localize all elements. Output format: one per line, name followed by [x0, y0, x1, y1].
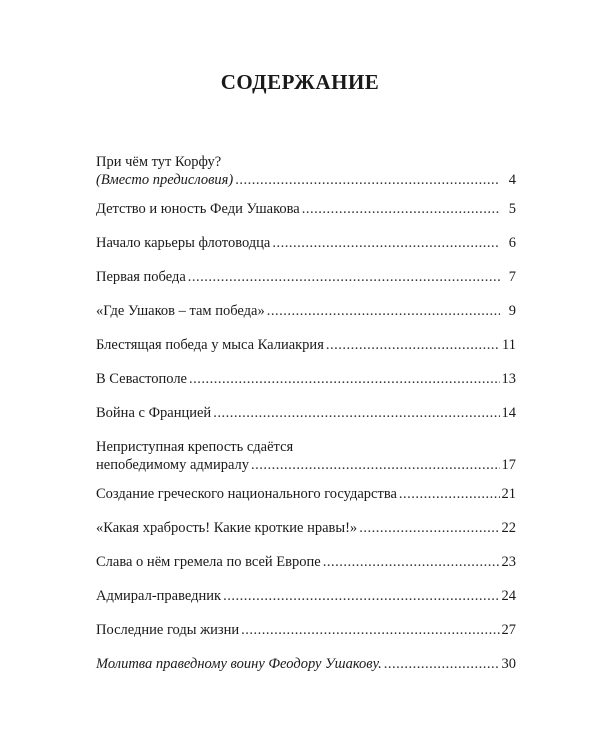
toc-entry[interactable]: [96, 553, 516, 571]
toc-page-number: 21: [501, 486, 516, 502]
toc-leader-dots: [241, 621, 499, 639]
toc-entry-line: [96, 621, 516, 639]
toc-entry-label: Создание греческого национального государства: [96, 486, 397, 502]
toc-leader-dots: [323, 553, 500, 571]
toc-leader-dots: [213, 404, 499, 422]
toc-entry-line: [96, 302, 516, 320]
toc-entry[interactable]: [96, 370, 516, 388]
toc-entry-label: Слава о нём гремела по всей Европе: [96, 554, 321, 570]
toc-entry[interactable]: [96, 153, 516, 189]
toc-page-number: 23: [501, 554, 516, 570]
toc-entry-label: В Севастополе: [96, 371, 187, 387]
toc-page-number: 24: [501, 588, 516, 604]
toc-entry-line: [96, 519, 516, 537]
toc-entry[interactable]: [96, 234, 516, 252]
toc-leader-dots: [272, 234, 500, 252]
toc-entry-line: [96, 336, 516, 354]
toc-page-number: 11: [502, 337, 516, 353]
toc-leader-dots: [267, 302, 500, 320]
toc-page-number: 22: [501, 520, 516, 536]
toc-entry-title-line: При чём тут Корфу?: [96, 154, 222, 170]
toc-page-number: 13: [501, 371, 516, 387]
toc-entry[interactable]: [96, 587, 516, 605]
toc-entry-label: Первая победа: [96, 269, 186, 285]
toc-list: [96, 153, 516, 689]
toc-entry-line: [96, 404, 516, 422]
toc-entry-label: Детство и юность Феди Ушакова: [96, 201, 300, 217]
toc-page-number: 7: [508, 269, 516, 285]
toc-page-number: 14: [501, 405, 516, 421]
toc-entry-label: Война с Францией: [96, 405, 212, 421]
toc-entry-line: [96, 655, 516, 673]
toc-page-number: 4: [508, 172, 516, 188]
toc-entry-line: [96, 200, 516, 218]
toc-leader-dots: [235, 171, 500, 189]
toc-entry[interactable]: [96, 302, 516, 320]
toc-entry-label: «Какая храбрость! Какие кроткие нравы!»: [96, 520, 358, 536]
toc-entry-label: Последние годы жизни: [96, 622, 240, 638]
toc-entry-line: [96, 268, 516, 286]
toc-entry[interactable]: [96, 268, 516, 286]
toc-entry[interactable]: [96, 485, 516, 503]
toc-entry-line: [96, 553, 516, 571]
toc-entry-label: Блестящая победа у мыса Калиакрия: [96, 337, 324, 353]
toc-entry-label: Молитва праведному воину Феодору Ушакову.: [96, 656, 382, 672]
toc-leader-dots: [302, 200, 500, 218]
toc-leader-dots: [384, 655, 500, 673]
toc-entry[interactable]: [96, 404, 516, 422]
toc-page-number: 27: [501, 622, 516, 638]
toc-leader-dots: [359, 519, 499, 537]
toc-page-number: 6: [508, 235, 516, 251]
toc-leader-dots: [399, 485, 500, 503]
toc-page-number: 9: [508, 303, 516, 319]
toc-entry[interactable]: [96, 519, 516, 537]
toc-entry[interactable]: [96, 621, 516, 639]
toc-leader-dots: [251, 456, 499, 474]
toc-leader-dots: [189, 370, 500, 388]
toc-entry-label: непобедимому адмиралу: [96, 457, 250, 473]
toc-entry[interactable]: [96, 200, 516, 218]
toc-entry-label: Адмирал-праведник: [96, 588, 222, 604]
toc-entry[interactable]: [96, 655, 516, 673]
toc-entry-line: [96, 171, 516, 189]
page-title: СОДЕРЖАНИЕ: [220, 70, 380, 94]
toc-entry-label: (Вместо предисловия): [96, 172, 234, 188]
toc-entry-line: [96, 485, 516, 503]
toc-page-number: 5: [508, 201, 516, 217]
toc-page-number: 17: [501, 457, 516, 473]
toc-entry-title-line: Неприступная крепость сдаётся: [96, 439, 294, 455]
toc-entry[interactable]: [96, 336, 516, 354]
toc-leader-dots: [326, 336, 500, 354]
toc-entry-line: [96, 587, 516, 605]
toc-entry-label: «Где Ушаков – там победа»: [96, 303, 265, 319]
toc-entry-line: [96, 456, 516, 474]
toc-page-number: 30: [501, 656, 516, 672]
toc-entry-line: [96, 370, 516, 388]
toc-entry[interactable]: [96, 438, 516, 474]
toc-entry-line: [96, 234, 516, 252]
toc-leader-dots: [223, 587, 499, 605]
toc-entry-label: Начало карьеры флотоводца: [96, 235, 271, 251]
toc-leader-dots: [188, 268, 500, 286]
